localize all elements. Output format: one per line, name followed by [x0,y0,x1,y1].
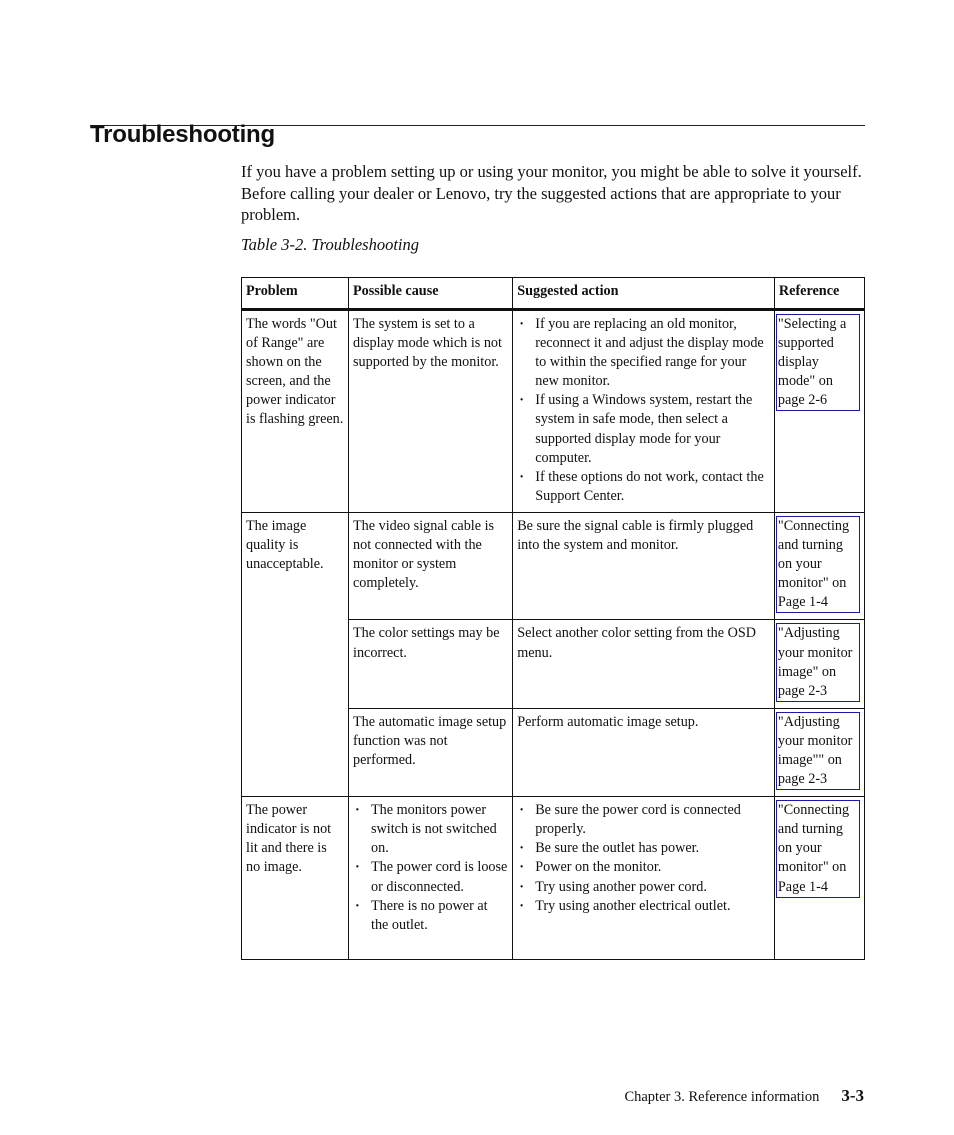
page-title: Troubleshooting [90,121,275,148]
header-suggested-action: Suggested action [513,278,775,310]
action-list [517,801,770,916]
header-problem: Problem [242,278,349,310]
cause-cell: The color settings may be incorrect. [349,620,513,708]
action-item: · Try using another power cord. [517,878,770,897]
reference-link[interactable]: "Connecting and turning on your monitor" on Page 1-4 [776,800,860,897]
reference-link[interactable]: "Adjusting your monitor image"" on page 2-3 [776,712,860,790]
action-cell [513,797,775,960]
action-list [517,315,770,506]
table-row [242,310,865,513]
action-item: · Be sure the power cord is connected properly. [517,801,770,839]
action-item: · Be sure the outlet has power. [517,839,770,858]
table-header-row [242,278,865,310]
cause-list [353,801,508,935]
action-cell: Select another color setting from the OSD menu. [513,620,775,708]
problem-cell: The image quality is unacceptable. [242,512,349,796]
cause-item: · The monitors power switch is not switched on. [353,801,508,858]
action-item: · If you are replacing an old monitor, reconnect it and adjust the display mode to within the specified range for your new monitor. [517,315,770,391]
table-row [242,512,865,619]
problem-cell: The power indicator is not lit and there is no image. [242,797,349,960]
cause-cell: The system is set to a display mode which is not supported by the monitor. [349,310,513,513]
cause-item: · The power cord is loose or disconnected. [353,858,508,896]
cause-item: · There is no power at the outlet. [353,897,508,935]
cause-cell: The video signal cable is not connected with the monitor or system completely. [349,512,513,619]
action-cell: Perform automatic image setup. [513,708,775,796]
cause-cell [349,797,513,960]
troubleshooting-table [241,277,865,960]
footer-chapter: Chapter 3. Reference information [624,1089,820,1105]
reference-cell [774,620,864,708]
action-item: · Try using another electrical outlet. [517,897,770,916]
action-cell: Be sure the signal cable is firmly plugged into the system and monitor. [513,512,775,619]
table-caption: Table 3-2. Troubleshooting [241,235,420,254]
reference-cell [774,310,864,513]
page-footer [624,1086,864,1106]
action-cell [513,310,775,513]
header-reference: Reference [774,278,864,310]
table-row [242,797,865,960]
action-item: · Power on the monitor. [517,858,770,877]
action-item: · If using a Windows system, restart the system in safe mode, then select a supported display mode for your computer. [517,391,770,467]
reference-cell [774,708,864,796]
header-possible-cause: Possible cause [349,278,513,310]
cause-cell: The automatic image setup function was not performed. [349,708,513,796]
reference-cell [774,512,864,619]
intro-paragraph: If you have a problem setting up or using your monitor, you might be able to solve it yourself. Before calling your dealer or Lenovo, try the suggested actions that are appropriate to your problem. [241,162,862,224]
reference-cell [774,797,864,960]
reference-link[interactable]: "Selecting a supported display mode" on page 2-6 [776,314,860,411]
problem-cell: The words "Out of Range" are shown on the screen, and the power indicator is flashing green. [242,310,349,513]
page-number: 3-3 [841,1086,864,1105]
reference-link[interactable]: "Connecting and turning on your monitor" on Page 1-4 [776,516,860,613]
reference-link[interactable]: "Adjusting your monitor image" on page 2-3 [776,623,860,701]
action-item: · If these options do not work, contact the Support Center. [517,468,770,506]
